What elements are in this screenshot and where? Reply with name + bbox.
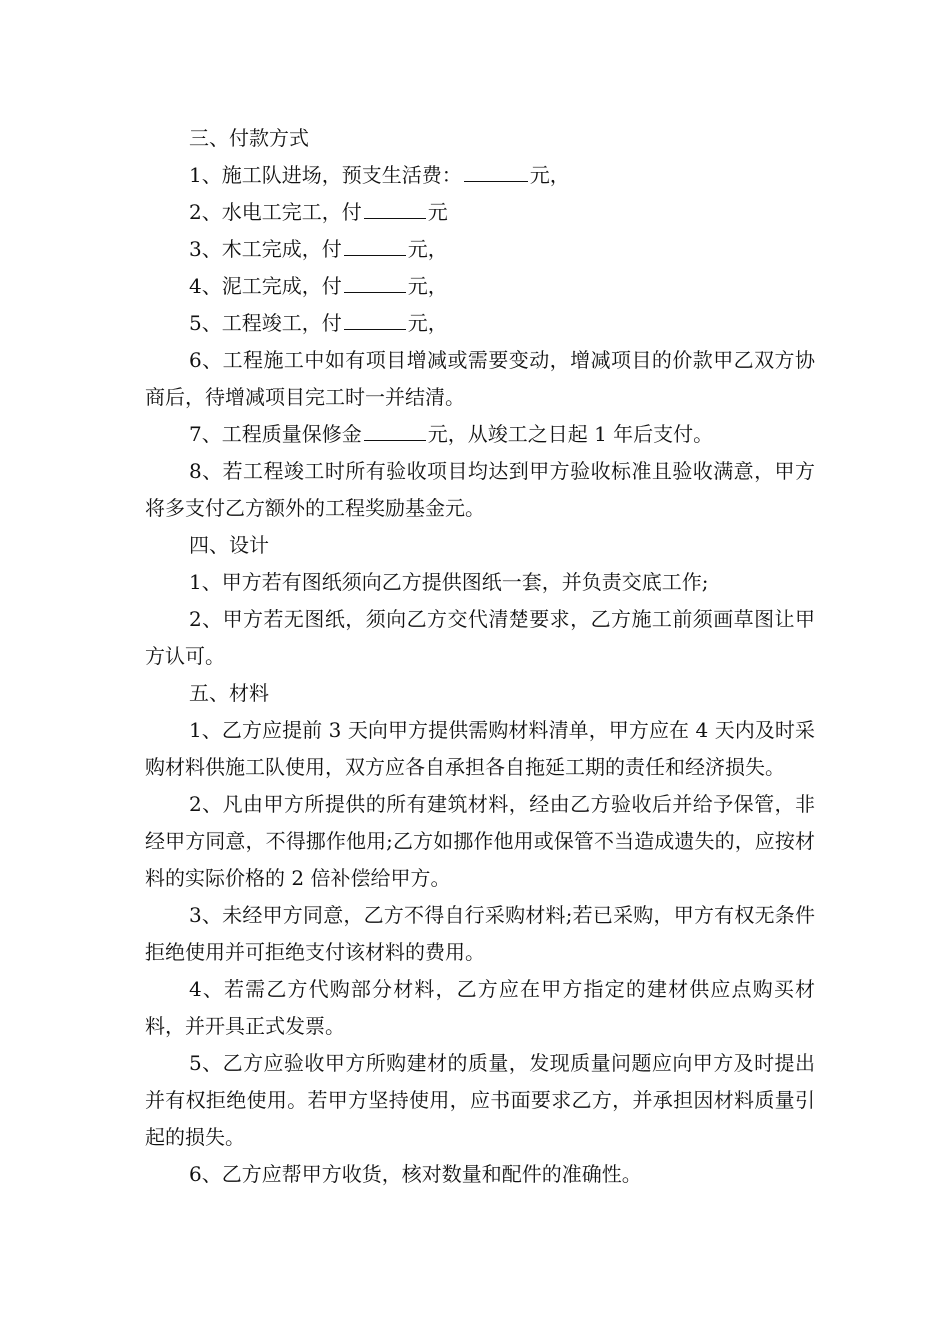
payment-item-6: 6、工程施工中如有项目增减或需要变动，增减项目的价款甲乙双方协商后，待增减项目完工时一并结清。 [145, 348, 815, 409]
payment-item-4-unit: 元， [407, 274, 448, 298]
payment-item-8: 8、若工程竣工时所有验收项目均达到甲方验收标准且验收满意，甲方将多支付乙方额外的工程奖励基金元。 [145, 459, 815, 520]
payment-item-7-text: 7、工程质量保修金 [189, 422, 362, 446]
design-item-1: 1、甲方若有图纸须向乙方提供图纸一套，并负责交底工作; [189, 570, 709, 594]
payment-item-3-text: 3、木工完成，付 [189, 237, 342, 261]
amount-blank [364, 196, 426, 219]
section-heading-materials: 五、材料 [189, 681, 269, 705]
materials-item-4: 4、若需乙方代购部分材料，乙方应在甲方指定的建材供应点购买材料，并开具正式发票。 [145, 977, 815, 1038]
payment-item-2 [145, 194, 815, 231]
design-item-2: 2、甲方若无图纸，须向乙方交代清楚要求，乙方施工前须画草图让甲方认可。 [145, 607, 815, 668]
payment-item-4-text: 4、泥工完成，付 [189, 274, 342, 298]
payment-item-2-unit: 元 [427, 200, 448, 224]
payment-item-1-text: 1、施工队进场，预支生活费： [189, 163, 462, 187]
document-body [145, 120, 815, 1193]
payment-item-1-unit: 元， [529, 163, 570, 187]
payment-item-4 [145, 268, 815, 305]
payment-item-3 [145, 231, 815, 268]
section-heading-payment: 三、付款方式 [189, 126, 309, 150]
materials-item-1: 1、乙方应提前 3 天向甲方提供需购材料清单，甲方应在 4 天内及时采购材料供施工队使用，双方应各自承担各自拖延工期的责任和经济损失。 [145, 718, 815, 779]
amount-blank [464, 159, 528, 182]
payment-item-3-unit: 元， [407, 237, 448, 261]
payment-item-2-text: 2、水电工完工，付 [189, 200, 362, 224]
payment-item-5 [145, 305, 815, 342]
payment-item-1 [145, 157, 815, 194]
payment-item-5-text: 5、工程竣工，付 [189, 311, 342, 335]
amount-blank [344, 233, 406, 256]
amount-blank [344, 307, 406, 330]
payment-item-7 [145, 416, 815, 453]
amount-blank [344, 270, 406, 293]
payment-item-7-unit: 元，从竣工之日起 1 年后支付。 [427, 422, 714, 446]
amount-blank [364, 418, 426, 441]
materials-item-6: 6、乙方应帮甲方收货，核对数量和配件的准确性。 [189, 1162, 642, 1186]
payment-item-5-unit: 元， [407, 311, 448, 335]
section-heading-design: 四、设计 [189, 533, 269, 557]
materials-item-3: 3、未经甲方同意，乙方不得自行采购材料;若已采购，甲方有权无条件拒绝使用并可拒绝支付该材料的费用。 [145, 903, 815, 964]
materials-item-2: 2、凡由甲方所提供的所有建筑材料，经由乙方验收后并给予保管，非经甲方同意，不得挪作他用;乙方如挪作他用或保管不当造成遗失的，应按材料的实际价格的 2 倍补偿给甲方。 [145, 792, 815, 890]
materials-item-5: 5、乙方应验收甲方所购建材的质量，发现质量问题应向甲方及时提出并有权拒绝使用。若甲方坚持使用，应书面要求乙方，并承担因材料质量引起的损失。 [145, 1051, 815, 1149]
